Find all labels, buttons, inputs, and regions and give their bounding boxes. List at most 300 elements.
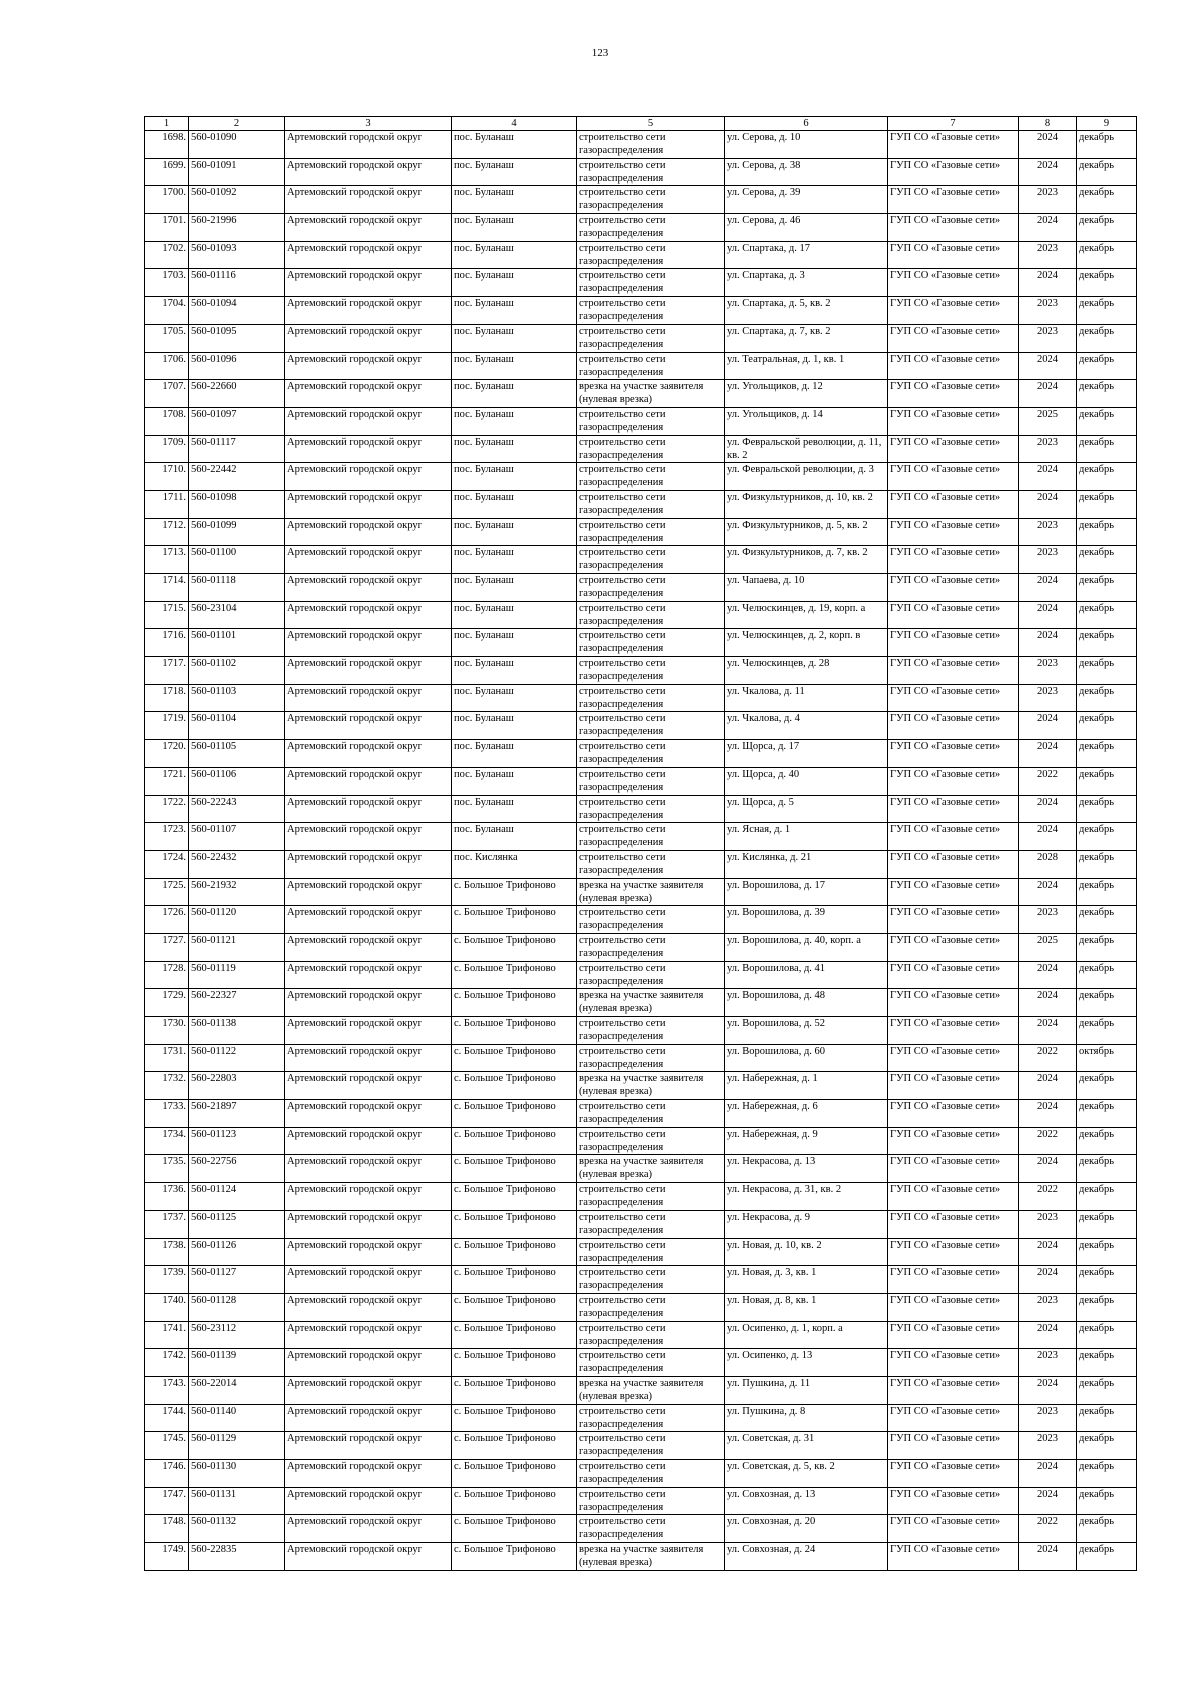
- operator-cell: ГУП СО «Газовые сети»: [888, 269, 1019, 297]
- table-row: [145, 850, 1137, 878]
- row-number-cell: 1732.: [145, 1072, 189, 1100]
- object-code-cell: 560-01097: [189, 407, 285, 435]
- operator-cell: ГУП СО «Газовые сети»: [888, 1487, 1019, 1515]
- operator-cell: ГУП СО «Газовые сети»: [888, 546, 1019, 574]
- row-number-cell: 1722.: [145, 795, 189, 823]
- year-cell: 2023: [1019, 1210, 1077, 1238]
- table-row: [145, 241, 1137, 269]
- object-code-cell: 560-01101: [189, 629, 285, 657]
- municipality-cell: Артемовский городской округ: [285, 269, 452, 297]
- year-cell: 2024: [1019, 1460, 1077, 1488]
- table-row: [145, 1072, 1137, 1100]
- object-code-cell: 560-01138: [189, 1017, 285, 1045]
- settlement-cell: пос. Буланаш: [452, 518, 577, 546]
- work-type-cell: строительство сети газораспределения: [577, 795, 725, 823]
- operator-cell: ГУП СО «Газовые сети»: [888, 241, 1019, 269]
- settlement-cell: пос. Кислянка: [452, 850, 577, 878]
- address-cell: ул. Новая, д. 8, кв. 1: [725, 1293, 888, 1321]
- year-cell: 2023: [1019, 657, 1077, 685]
- object-code-cell: 560-01102: [189, 657, 285, 685]
- address-cell: ул. Февральской революции, д. 11, кв. 2: [725, 435, 888, 463]
- object-code-cell: 560-01116: [189, 269, 285, 297]
- operator-cell: ГУП СО «Газовые сети»: [888, 684, 1019, 712]
- settlement-cell: пос. Буланаш: [452, 435, 577, 463]
- year-cell: 2024: [1019, 1155, 1077, 1183]
- column-header: 1: [145, 117, 189, 131]
- table-row: [145, 546, 1137, 574]
- table-row: [145, 933, 1137, 961]
- address-cell: ул. Совхозная, д. 13: [725, 1487, 888, 1515]
- address-cell: ул. Чкалова, д. 11: [725, 684, 888, 712]
- object-code-cell: 560-01122: [189, 1044, 285, 1072]
- year-cell: 2022: [1019, 1127, 1077, 1155]
- row-number-cell: 1733.: [145, 1100, 189, 1128]
- settlement-cell: с. Большое Трифоново: [452, 1404, 577, 1432]
- table-row: [145, 463, 1137, 491]
- object-code-cell: 560-22243: [189, 795, 285, 823]
- operator-cell: ГУП СО «Газовые сети»: [888, 1044, 1019, 1072]
- settlement-cell: с. Большое Трифоново: [452, 1293, 577, 1321]
- table-row: [145, 657, 1137, 685]
- table-row: [145, 601, 1137, 629]
- work-type-cell: строительство сети газораспределения: [577, 435, 725, 463]
- address-cell: ул. Новая, д. 10, кв. 2: [725, 1238, 888, 1266]
- municipality-cell: Артемовский городской округ: [285, 463, 452, 491]
- month-cell: октябрь: [1077, 1044, 1137, 1072]
- operator-cell: ГУП СО «Газовые сети»: [888, 1460, 1019, 1488]
- object-code-cell: 560-23104: [189, 601, 285, 629]
- work-type-cell: строительство сети газораспределения: [577, 933, 725, 961]
- column-header: 6: [725, 117, 888, 131]
- municipality-cell: Артемовский городской округ: [285, 1349, 452, 1377]
- municipality-cell: Артемовский городской округ: [285, 490, 452, 518]
- year-cell: 2024: [1019, 740, 1077, 768]
- year-cell: 2024: [1019, 1238, 1077, 1266]
- year-cell: 2023: [1019, 1432, 1077, 1460]
- address-cell: ул. Совхозная, д. 24: [725, 1543, 888, 1571]
- table-row: [145, 352, 1137, 380]
- municipality-cell: Артемовский городской округ: [285, 823, 452, 851]
- table-row: [145, 629, 1137, 657]
- municipality-cell: Артемовский городской округ: [285, 1404, 452, 1432]
- work-type-cell: строительство сети газораспределения: [577, 1238, 725, 1266]
- work-type-cell: врезка на участке заявителя (нулевая врезка): [577, 989, 725, 1017]
- column-header: 7: [888, 117, 1019, 131]
- work-type-cell: строительство сети газораспределения: [577, 490, 725, 518]
- table-row: [145, 1404, 1137, 1432]
- object-code-cell: 560-22803: [189, 1072, 285, 1100]
- table-row: [145, 1238, 1137, 1266]
- year-cell: 2024: [1019, 601, 1077, 629]
- work-type-cell: строительство сети газораспределения: [577, 1349, 725, 1377]
- month-cell: декабрь: [1077, 1321, 1137, 1349]
- address-cell: ул. Челюскинцев, д. 2, корп. в: [725, 629, 888, 657]
- work-type-cell: строительство сети газораспределения: [577, 684, 725, 712]
- municipality-cell: Артемовский городской округ: [285, 989, 452, 1017]
- month-cell: декабрь: [1077, 1072, 1137, 1100]
- operator-cell: ГУП СО «Газовые сети»: [888, 131, 1019, 159]
- municipality-cell: Артемовский городской округ: [285, 1210, 452, 1238]
- month-cell: декабрь: [1077, 158, 1137, 186]
- month-cell: декабрь: [1077, 1487, 1137, 1515]
- year-cell: 2024: [1019, 1100, 1077, 1128]
- settlement-cell: пос. Буланаш: [452, 740, 577, 768]
- settlement-cell: с. Большое Трифоново: [452, 1017, 577, 1045]
- object-code-cell: 560-22756: [189, 1155, 285, 1183]
- object-code-cell: 560-01099: [189, 518, 285, 546]
- object-code-cell: 560-01121: [189, 933, 285, 961]
- settlement-cell: пос. Буланаш: [452, 352, 577, 380]
- month-cell: декабрь: [1077, 767, 1137, 795]
- table-row: [145, 740, 1137, 768]
- month-cell: декабрь: [1077, 1210, 1137, 1238]
- work-type-cell: строительство сети газораспределения: [577, 1100, 725, 1128]
- table-row: [145, 1349, 1137, 1377]
- table-row: [145, 961, 1137, 989]
- row-number-cell: 1721.: [145, 767, 189, 795]
- work-type-cell: врезка на участке заявителя (нулевая врезка): [577, 1072, 725, 1100]
- table-row: [145, 823, 1137, 851]
- operator-cell: ГУП СО «Газовые сети»: [888, 1515, 1019, 1543]
- municipality-cell: Артемовский городской округ: [285, 518, 452, 546]
- operator-cell: ГУП СО «Газовые сети»: [888, 380, 1019, 408]
- operator-cell: ГУП СО «Газовые сети»: [888, 657, 1019, 685]
- work-type-cell: строительство сети газораспределения: [577, 1432, 725, 1460]
- month-cell: декабрь: [1077, 1183, 1137, 1211]
- month-cell: декабрь: [1077, 684, 1137, 712]
- row-number-cell: 1743.: [145, 1376, 189, 1404]
- month-cell: декабрь: [1077, 574, 1137, 602]
- year-cell: 2022: [1019, 1044, 1077, 1072]
- month-cell: декабрь: [1077, 463, 1137, 491]
- work-type-cell: строительство сети газораспределения: [577, 629, 725, 657]
- operator-cell: ГУП СО «Газовые сети»: [888, 795, 1019, 823]
- object-code-cell: 560-01091: [189, 158, 285, 186]
- work-type-cell: строительство сети газораспределения: [577, 158, 725, 186]
- work-type-cell: строительство сети газораспределения: [577, 1266, 725, 1294]
- row-number-cell: 1713.: [145, 546, 189, 574]
- settlement-cell: с. Большое Трифоново: [452, 989, 577, 1017]
- year-cell: 2023: [1019, 1349, 1077, 1377]
- work-type-cell: строительство сети газораспределения: [577, 823, 725, 851]
- municipality-cell: Артемовский городской округ: [285, 1044, 452, 1072]
- month-cell: декабрь: [1077, 933, 1137, 961]
- operator-cell: ГУП СО «Газовые сети»: [888, 518, 1019, 546]
- operator-cell: ГУП СО «Газовые сети»: [888, 1100, 1019, 1128]
- month-cell: декабрь: [1077, 1349, 1137, 1377]
- table-row: [145, 1100, 1137, 1128]
- table-row: [145, 1155, 1137, 1183]
- object-code-cell: 560-01119: [189, 961, 285, 989]
- municipality-cell: Артемовский городской округ: [285, 684, 452, 712]
- municipality-cell: Артемовский городской округ: [285, 1155, 452, 1183]
- object-code-cell: 560-01105: [189, 740, 285, 768]
- column-header: 9: [1077, 117, 1137, 131]
- municipality-cell: Артемовский городской округ: [285, 906, 452, 934]
- table-row: [145, 380, 1137, 408]
- month-cell: декабрь: [1077, 601, 1137, 629]
- operator-cell: ГУП СО «Газовые сети»: [888, 1349, 1019, 1377]
- object-code-cell: 560-01117: [189, 435, 285, 463]
- municipality-cell: Артемовский городской округ: [285, 1543, 452, 1571]
- address-cell: ул. Февральской революции, д. 3: [725, 463, 888, 491]
- object-code-cell: 560-22014: [189, 1376, 285, 1404]
- work-type-cell: строительство сети газораспределения: [577, 324, 725, 352]
- row-number-cell: 1707.: [145, 380, 189, 408]
- operator-cell: ГУП СО «Газовые сети»: [888, 823, 1019, 851]
- municipality-cell: Артемовский городской округ: [285, 795, 452, 823]
- settlement-cell: с. Большое Трифоново: [452, 1432, 577, 1460]
- row-number-cell: 1747.: [145, 1487, 189, 1515]
- month-cell: декабрь: [1077, 740, 1137, 768]
- header-row: [145, 117, 1137, 131]
- table-row: [145, 297, 1137, 325]
- row-number-cell: 1717.: [145, 657, 189, 685]
- address-cell: ул. Чкалова, д. 4: [725, 712, 888, 740]
- year-cell: 2024: [1019, 1072, 1077, 1100]
- municipality-cell: Артемовский городской округ: [285, 214, 452, 242]
- work-type-cell: строительство сети газораспределения: [577, 767, 725, 795]
- municipality-cell: Артемовский городской округ: [285, 1487, 452, 1515]
- year-cell: 2024: [1019, 961, 1077, 989]
- object-code-cell: 560-01094: [189, 297, 285, 325]
- operator-cell: ГУП СО «Газовые сети»: [888, 989, 1019, 1017]
- work-type-cell: строительство сети газораспределения: [577, 740, 725, 768]
- table-row: [145, 712, 1137, 740]
- table-row: [145, 767, 1137, 795]
- municipality-cell: Артемовский городской округ: [285, 878, 452, 906]
- operator-cell: ГУП СО «Газовые сети»: [888, 740, 1019, 768]
- row-number-cell: 1708.: [145, 407, 189, 435]
- table-row: [145, 795, 1137, 823]
- table-row: [145, 1127, 1137, 1155]
- municipality-cell: Артемовский городской округ: [285, 158, 452, 186]
- object-code-cell: 560-22835: [189, 1543, 285, 1571]
- month-cell: декабрь: [1077, 352, 1137, 380]
- month-cell: декабрь: [1077, 1100, 1137, 1128]
- year-cell: 2023: [1019, 906, 1077, 934]
- month-cell: декабрь: [1077, 269, 1137, 297]
- month-cell: декабрь: [1077, 1515, 1137, 1543]
- work-type-cell: строительство сети газораспределения: [577, 1044, 725, 1072]
- table-row: [145, 518, 1137, 546]
- row-number-cell: 1727.: [145, 933, 189, 961]
- municipality-cell: Артемовский городской округ: [285, 1460, 452, 1488]
- municipality-cell: Артемовский городской округ: [285, 1266, 452, 1294]
- row-number-cell: 1749.: [145, 1543, 189, 1571]
- settlement-cell: с. Большое Трифоново: [452, 1487, 577, 1515]
- municipality-cell: Артемовский городской округ: [285, 1017, 452, 1045]
- table-row: [145, 214, 1137, 242]
- operator-cell: ГУП СО «Газовые сети»: [888, 961, 1019, 989]
- table-row: [145, 1432, 1137, 1460]
- work-type-cell: строительство сети газораспределения: [577, 407, 725, 435]
- address-cell: ул. Ворошилова, д. 39: [725, 906, 888, 934]
- table-row: [145, 574, 1137, 602]
- municipality-cell: Артемовский городской округ: [285, 1321, 452, 1349]
- month-cell: декабрь: [1077, 850, 1137, 878]
- month-cell: декабрь: [1077, 241, 1137, 269]
- object-code-cell: 560-01100: [189, 546, 285, 574]
- address-cell: ул. Ворошилова, д. 40, корп. а: [725, 933, 888, 961]
- table-row: [145, 1321, 1137, 1349]
- year-cell: 2024: [1019, 214, 1077, 242]
- settlement-cell: пос. Буланаш: [452, 158, 577, 186]
- address-cell: ул. Спартака, д. 17: [725, 241, 888, 269]
- settlement-cell: с. Большое Трифоново: [452, 1238, 577, 1266]
- settlement-cell: пос. Буланаш: [452, 463, 577, 491]
- settlement-cell: пос. Буланаш: [452, 214, 577, 242]
- year-cell: 2024: [1019, 352, 1077, 380]
- row-number-cell: 1741.: [145, 1321, 189, 1349]
- address-cell: ул. Советская, д. 31: [725, 1432, 888, 1460]
- address-cell: ул. Советская, д. 5, кв. 2: [725, 1460, 888, 1488]
- address-cell: ул. Новая, д. 3, кв. 1: [725, 1266, 888, 1294]
- row-number-cell: 1719.: [145, 712, 189, 740]
- operator-cell: ГУП СО «Газовые сети»: [888, 629, 1019, 657]
- year-cell: 2023: [1019, 546, 1077, 574]
- municipality-cell: Артемовский городской округ: [285, 1432, 452, 1460]
- address-cell: ул. Некрасова, д. 13: [725, 1155, 888, 1183]
- settlement-cell: пос. Буланаш: [452, 269, 577, 297]
- object-code-cell: 560-22327: [189, 989, 285, 1017]
- row-number-cell: 1720.: [145, 740, 189, 768]
- operator-cell: ГУП СО «Газовые сети»: [888, 158, 1019, 186]
- row-number-cell: 1735.: [145, 1155, 189, 1183]
- operator-cell: ГУП СО «Газовые сети»: [888, 712, 1019, 740]
- month-cell: декабрь: [1077, 1238, 1137, 1266]
- work-type-cell: строительство сети газораспределения: [577, 1460, 725, 1488]
- operator-cell: ГУП СО «Газовые сети»: [888, 1404, 1019, 1432]
- operator-cell: ГУП СО «Газовые сети»: [888, 1210, 1019, 1238]
- row-number-cell: 1729.: [145, 989, 189, 1017]
- municipality-cell: Артемовский городской округ: [285, 546, 452, 574]
- month-cell: декабрь: [1077, 657, 1137, 685]
- row-number-cell: 1742.: [145, 1349, 189, 1377]
- column-header: 8: [1019, 117, 1077, 131]
- settlement-cell: пос. Буланаш: [452, 657, 577, 685]
- object-code-cell: 560-01131: [189, 1487, 285, 1515]
- year-cell: 2024: [1019, 1543, 1077, 1571]
- operator-cell: ГУП СО «Газовые сети»: [888, 1266, 1019, 1294]
- year-cell: 2023: [1019, 241, 1077, 269]
- operator-cell: ГУП СО «Газовые сети»: [888, 1238, 1019, 1266]
- work-type-cell: строительство сети газораспределения: [577, 1321, 725, 1349]
- address-cell: ул. Щорса, д. 5: [725, 795, 888, 823]
- municipality-cell: Артемовский городской округ: [285, 657, 452, 685]
- object-code-cell: 560-01128: [189, 1293, 285, 1321]
- settlement-cell: с. Большое Трифоново: [452, 1460, 577, 1488]
- address-cell: ул. Пушкина, д. 11: [725, 1376, 888, 1404]
- year-cell: 2024: [1019, 989, 1077, 1017]
- operator-cell: ГУП СО «Газовые сети»: [888, 297, 1019, 325]
- object-code-cell: 560-01126: [189, 1238, 285, 1266]
- object-code-cell: 560-23112: [189, 1321, 285, 1349]
- year-cell: 2028: [1019, 850, 1077, 878]
- month-cell: декабрь: [1077, 1155, 1137, 1183]
- table-row: [145, 1266, 1137, 1294]
- work-type-cell: строительство сети газораспределения: [577, 574, 725, 602]
- month-cell: декабрь: [1077, 186, 1137, 214]
- operator-cell: ГУП СО «Газовые сети»: [888, 1127, 1019, 1155]
- month-cell: декабрь: [1077, 1266, 1137, 1294]
- row-number-cell: 1712.: [145, 518, 189, 546]
- address-cell: ул. Некрасова, д. 31, кв. 2: [725, 1183, 888, 1211]
- work-type-cell: строительство сети газораспределения: [577, 1404, 725, 1432]
- object-code-cell: 560-01123: [189, 1127, 285, 1155]
- table-row: [145, 1293, 1137, 1321]
- municipality-cell: Артемовский городской округ: [285, 352, 452, 380]
- year-cell: 2024: [1019, 795, 1077, 823]
- municipality-cell: Артемовский городской округ: [285, 1127, 452, 1155]
- year-cell: 2025: [1019, 933, 1077, 961]
- year-cell: 2024: [1019, 269, 1077, 297]
- operator-cell: ГУП СО «Газовые сети»: [888, 1017, 1019, 1045]
- work-type-cell: строительство сети газораспределения: [577, 241, 725, 269]
- operator-cell: ГУП СО «Газовые сети»: [888, 1321, 1019, 1349]
- operator-cell: ГУП СО «Газовые сети»: [888, 324, 1019, 352]
- operator-cell: ГУП СО «Газовые сети»: [888, 601, 1019, 629]
- settlement-cell: с. Большое Трифоново: [452, 1515, 577, 1543]
- row-number-cell: 1701.: [145, 214, 189, 242]
- row-number-cell: 1706.: [145, 352, 189, 380]
- address-cell: ул. Угольщиков, д. 12: [725, 380, 888, 408]
- year-cell: 2023: [1019, 1404, 1077, 1432]
- municipality-cell: Артемовский городской округ: [285, 1183, 452, 1211]
- page-number: 123: [591, 47, 609, 59]
- row-number-cell: 1738.: [145, 1238, 189, 1266]
- operator-cell: ГУП СО «Газовые сети»: [888, 1183, 1019, 1211]
- municipality-cell: Артемовский городской округ: [285, 241, 452, 269]
- object-code-cell: 560-01132: [189, 1515, 285, 1543]
- month-cell: декабрь: [1077, 546, 1137, 574]
- work-type-cell: строительство сети газораспределения: [577, 186, 725, 214]
- year-cell: 2023: [1019, 684, 1077, 712]
- settlement-cell: пос. Буланаш: [452, 629, 577, 657]
- object-code-cell: 560-01118: [189, 574, 285, 602]
- municipality-cell: Артемовский городской округ: [285, 435, 452, 463]
- address-cell: ул. Спартака, д. 3: [725, 269, 888, 297]
- municipality-cell: Артемовский городской округ: [285, 186, 452, 214]
- settlement-cell: пос. Буланаш: [452, 186, 577, 214]
- operator-cell: ГУП СО «Газовые сети»: [888, 850, 1019, 878]
- address-cell: ул. Осипенко, д. 13: [725, 1349, 888, 1377]
- year-cell: 2024: [1019, 463, 1077, 491]
- month-cell: декабрь: [1077, 297, 1137, 325]
- address-cell: ул. Щорса, д. 40: [725, 767, 888, 795]
- table-row: [145, 407, 1137, 435]
- row-number-cell: 1700.: [145, 186, 189, 214]
- address-cell: ул. Серова, д. 38: [725, 158, 888, 186]
- address-cell: ул. Ворошилова, д. 60: [725, 1044, 888, 1072]
- operator-cell: ГУП СО «Газовые сети»: [888, 1543, 1019, 1571]
- address-cell: ул. Некрасова, д. 9: [725, 1210, 888, 1238]
- operator-cell: ГУП СО «Газовые сети»: [888, 1072, 1019, 1100]
- settlement-cell: с. Большое Трифоново: [452, 1543, 577, 1571]
- row-number-cell: 1718.: [145, 684, 189, 712]
- municipality-cell: Артемовский городской округ: [285, 324, 452, 352]
- operator-cell: ГУП СО «Газовые сети»: [888, 186, 1019, 214]
- work-type-cell: строительство сети газораспределения: [577, 297, 725, 325]
- year-cell: 2022: [1019, 767, 1077, 795]
- municipality-cell: Артемовский городской округ: [285, 131, 452, 159]
- year-cell: 2024: [1019, 380, 1077, 408]
- table-row: [145, 1487, 1137, 1515]
- year-cell: 2024: [1019, 131, 1077, 159]
- year-cell: 2023: [1019, 518, 1077, 546]
- operator-cell: ГУП СО «Газовые сети»: [888, 435, 1019, 463]
- object-code-cell: 560-01093: [189, 241, 285, 269]
